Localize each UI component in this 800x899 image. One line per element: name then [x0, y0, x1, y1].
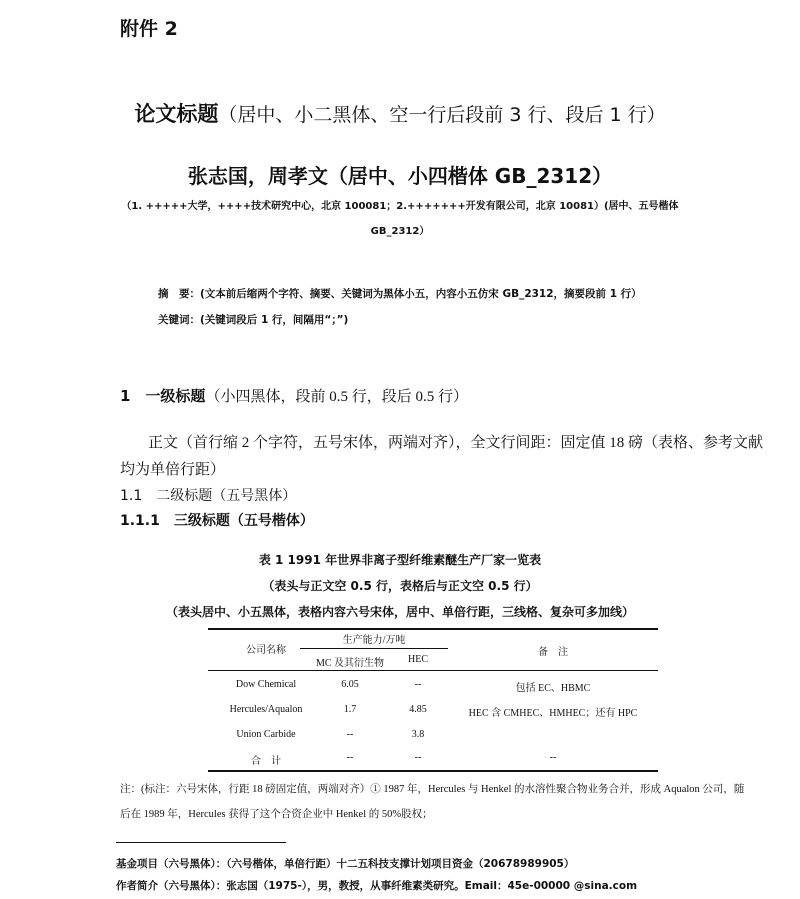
heading-level-1-note: （小四黑体，段前 0.5 行，段后 0.5 行） — [205, 389, 468, 405]
author-bio-footnote: 作者简介（六号黑体）：张志国（1975-），男，教授，从事纤维素类研究。Email：45e-00000 @sina.com — [116, 880, 638, 892]
affiliation-line-1: （1. +++++大学，++++技术研究中心，北京 100081；2.+++++++开发有限公司，北京 10081）(居中、五号楷体 — [121, 201, 679, 212]
table-caption-note-2: （表头居中、小五黑体，表格内容六号宋体，居中、单倍行距，三线格、复杂可多加线） — [165, 605, 634, 619]
table-bottom-rule — [208, 770, 658, 772]
heading-level-1 — [120, 385, 468, 406]
table-note-line-2: 后在 1989 年，Hercules 获得了这个合资企业中 Henkel 的 50%股权； — [120, 809, 433, 820]
table-cell-note: 包括 EC、HBMC — [515, 683, 591, 694]
keywords: 关键词：(关键词段后 1 行，间隔用“；”) — [158, 314, 349, 326]
table-caption: 表 1 1991 年世界非离子型纤维素醚生产厂家一览表 — [258, 553, 542, 567]
author-names: 张志国，周孝文（居中、小四楷体 GB_2312） — [187, 164, 613, 188]
paper-title-format-note: （居中、小二黑体、空一行后段前 3 行、段后 1 行） — [218, 104, 666, 126]
table-header-rule — [208, 670, 658, 671]
heading-level-2: 1.1 二级标题（五号黑体） — [120, 488, 297, 504]
table-header-mc: MC 及其衍生物 — [315, 658, 385, 669]
body-paragraph-line-1: 正文（首行缩 2 个字符，五号宋体，两端对齐），全文行间距：固定值 18 磅（表格、参考文献 — [148, 435, 764, 451]
table-cell-company: Hercules/Aqualon — [229, 704, 303, 715]
table-note-line-1: 注：(标注：六号宋体，行距 18 磅固定值，两端对齐）① 1987 年，Hercules 与 Henkel 的水溶性聚合物业务合并，形成 Aqualon 公司，随 — [120, 784, 745, 795]
body-paragraph-line-2: 均为单倍行距） — [120, 462, 226, 478]
table-header-capacity: 生产能力/万吨 — [342, 635, 406, 646]
table-header-company: 公司名称 — [246, 645, 286, 656]
table-header-note: 备 注 — [538, 647, 568, 658]
abstract: 摘 要：(文本前后缩两个字符、摘要、关键词为黑体小五，内容小五仿宋 GB_2312，摘要段前 1 行） — [158, 288, 642, 300]
table-top-rule — [208, 628, 658, 630]
heading-level-1-main: 1 一级标题 — [120, 387, 206, 405]
table-cell-mc: -- — [346, 729, 354, 740]
affiliation-line-2: GB_2312） — [370, 226, 430, 237]
table-cell-hec: -- — [414, 752, 422, 763]
table-cell-hec: -- — [414, 679, 422, 690]
paper-title — [0, 98, 800, 128]
table-cell-hec: 3.8 — [411, 729, 425, 740]
table-cell-company: Dow Chemical — [235, 679, 297, 690]
table-cell-company: 合 计 — [251, 756, 281, 767]
paper-title-main: 论文标题 — [134, 102, 219, 126]
table-cell-mc: 1.7 — [343, 704, 357, 715]
table-cell-company: Union Carbide — [236, 729, 296, 740]
funding-footnote: 基金项目（六号黑体）：（六号楷体，单倍行距）十二五科技支撑计划项目资金（20678989905） — [116, 858, 575, 870]
table-cell-mc: 6.05 — [341, 679, 359, 690]
footnote-separator — [116, 842, 286, 843]
attachment-label: 附件 2 — [120, 18, 178, 40]
heading-level-3: 1.1.1 三级标题（五号楷体） — [120, 513, 314, 529]
table-cell-note: HEC 含 CMHEC、HMHEC；还有 HPC — [468, 708, 638, 719]
table-cell-mc: -- — [346, 752, 354, 763]
table-header-hec: HEC — [408, 654, 428, 665]
table-caption-note-1: （表头与正文空 0.5 行，表格后与正文空 0.5 行） — [262, 579, 538, 593]
table-cell-hec: 4.85 — [409, 704, 427, 715]
table-cell-note: -- — [549, 752, 557, 763]
